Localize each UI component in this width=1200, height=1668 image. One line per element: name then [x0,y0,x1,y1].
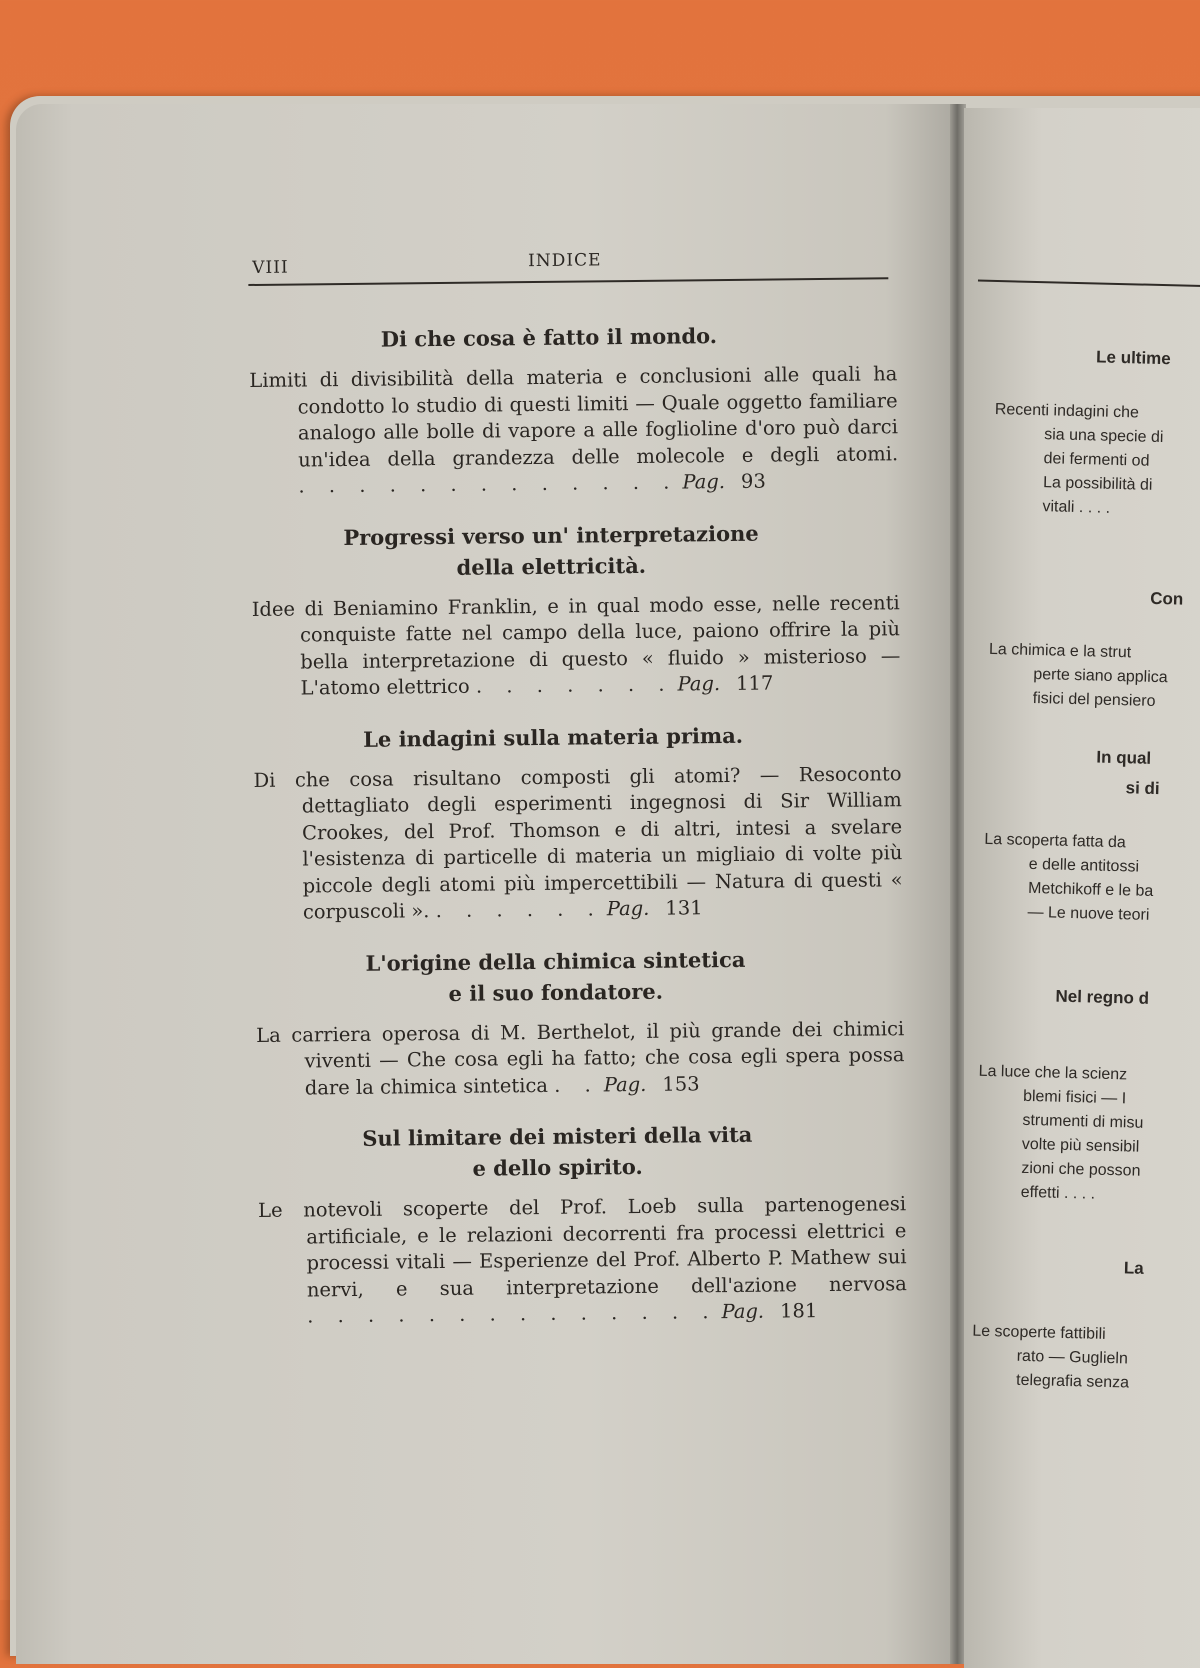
right-section-line: perte siano applica [1033,665,1168,687]
section-title-line: e dello spirito. [472,1153,643,1181]
right-section [982,740,1200,929]
entry-page-ref [436,896,703,922]
leader-dots: . . [554,1072,600,1097]
section-title [257,1118,858,1186]
right-section-title: Nel regno d [1055,986,1150,1008]
section-title-line: L'origine della chimica sintetica [365,946,746,976]
section-title-line: Di che cosa è fatto il mondo. [380,323,718,352]
right-section [975,1060,1198,1209]
right-section-line: La chimica e la strut [988,640,1132,662]
index-sections [249,318,920,1352]
section-title [255,942,856,1010]
page-reference: 93 [740,469,766,493]
description-text: Idee di Beniamino Franklin, e in qual modo esse, nelle recenti conquiste fatte nel campo della luce, paiono offrire la più bella interpretazione di questo « fluido » misterioso — L'atomo elettrico [251,590,901,700]
description-text: Limiti di divisibilità della materia e conclusioni alle quali ha condotto lo studio di questi limiti — Quale oggetto familiare analogo alle bolle di vapore a alle foglioline d'oro può darci un'idea della grandezza delle molecole e degli atomi. [249,362,899,471]
section-title [253,718,853,755]
pag-label: Pag. [677,672,721,696]
right-section-line: e delle antitossi [1028,855,1140,876]
right-section-line: Recenti indagini che [994,400,1140,422]
index-section [251,516,913,703]
right-section-line: dei fermenti od [1043,450,1150,470]
description-text: La carriera operosa di M. Berthelot, il più grande dei chimici viventi — Che cosa egli ha fatto; che cosa egli spera possa dare la chimica sintetica [256,1016,905,1099]
right-section-title: Con [1150,588,1184,609]
page-reference: 153 [662,1071,700,1096]
right-section [979,980,1200,1043]
pag-label: Pag. [606,896,650,921]
section-title-line: della elettricità. [456,552,647,580]
right-section-line: zioni che posson [1021,1159,1141,1180]
leader-dots: . . . . . . [435,897,603,923]
section-title-line: Progressi verso un' interpretazione [343,520,759,550]
right-section-title: si di [1125,778,1160,799]
leader-dots: . . . . . . . . . . . . . [298,470,679,498]
section-description [249,361,898,500]
right-section [987,580,1200,715]
right-section-title: In qual [1096,747,1152,768]
section-title-line: Sul limitare dei misteri della vita [362,1121,753,1151]
right-section-line: La luce che la scienz [978,1062,1128,1084]
pag-label: Pag. [603,1072,647,1096]
page-number: VIII [252,257,289,278]
entry-page-ref [554,1072,700,1097]
section-description [253,761,903,927]
leader-dots: . . . . . . . [475,672,674,698]
right-section-title: La [1123,1258,1144,1278]
right-section-line: vitali . . . . [1042,498,1111,517]
section-description [258,1191,907,1330]
section-description [252,590,901,703]
right-section-line: La possibilità di [1042,474,1153,494]
index-section [253,718,915,927]
index-section [255,942,917,1102]
right-section-line: rato — Guglieln [1016,1347,1129,1368]
description-text: Di che cosa risultano composti gli atomi? — Resoconto dettagliato degli esperimenti ingegnosi di Sir William Crookes, del Prof. Thomson e di altri, intesi a svelare l'esistenza di particelle di materia un migliaio di volte più piccole degli atomi più impercettibili — Natura di questi « corpuscoli ». [253,761,903,924]
index-section [249,318,911,500]
pag-label: Pag. [721,1299,765,1324]
right-section-line: telegrafia senza [1015,1371,1130,1392]
right-section-title: Le ultime [1095,347,1171,369]
page-reference: 181 [779,1299,818,1323]
section-title-line: Le indagini sulla materia prima. [363,722,744,752]
right-section [992,340,1200,523]
page-reference: 117 [735,671,774,695]
pag-label: Pag. [682,470,726,494]
index-section [257,1117,919,1330]
section-title [249,319,849,356]
right-section [971,1320,1193,1397]
right-section [973,1250,1194,1313]
entry-page-ref [307,1299,817,1327]
section-description [256,1016,905,1102]
entry-page-ref [476,672,774,698]
description-text: Le notevoli scoperte del Prof. Loeb sulla partenogenesi artificiale, e le relazioni decorrenti fra processi elettrici e processi vitali — Esperienze del Prof. Alberto P. Mathew sui nervi, e sua interpretazione dell'azione nervosa [257,1192,907,1301]
right-section-line: effetti . . . . [1020,1183,1096,1203]
right-section-line: Le scoperte fattibili [972,1322,1106,1343]
right-section-line: blemi fisici — I [1022,1087,1127,1108]
section-title-line: e il suo fondatore. [448,978,664,1006]
right-section-line: — Le nuove teori [1027,903,1150,924]
right-section-line: fisici del pensiero [1032,689,1156,710]
right-section-line: Metchikoff e le ba [1027,879,1154,900]
header-title: INDICE [528,250,602,272]
section-title [251,516,852,584]
entry-page-ref [298,470,766,498]
right-section-line: La scoperta fatta da [984,830,1126,852]
right-section-line: strumenti di misu [1022,1111,1144,1132]
leader-dots: . . . . . . . . . . . . . . [307,1300,718,1328]
right-section-line: sia una specie di [1044,426,1164,447]
right-section-line: volte più sensibil [1021,1135,1140,1156]
page-reference: 131 [665,896,703,920]
